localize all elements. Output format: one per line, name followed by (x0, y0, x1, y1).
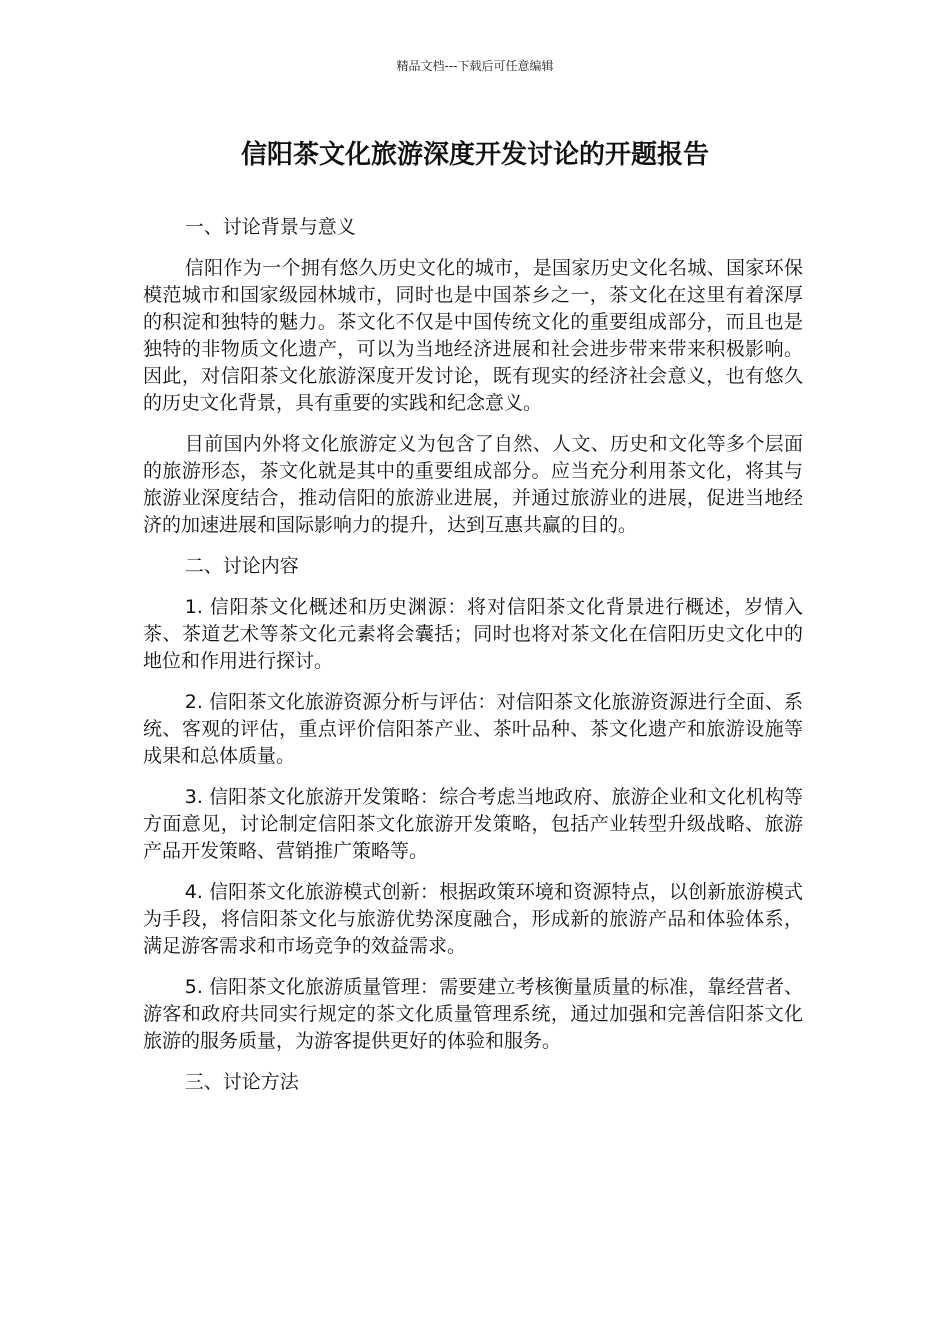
section-background (143, 214, 803, 539)
paragraph: 目前国内外将文化旅游定义为包含了自然、人文、历史和文化等多个层面的旅游形态，茶文化就是其中的重要组成部分。应当充分利用茶文化，将其与旅游业深度结合，推动信阳的旅游业进展，并通过旅游业的进展，促进当地经济的加速进展和国际影响力的提升，达到互惠共赢的目的。 (143, 433, 803, 536)
document-title: 信阳茶文化旅游深度开发讨论的开题报告 (240, 140, 709, 170)
section-heading: 二、讨论内容 (184, 555, 299, 577)
list-item: 5. 信阳茶文化旅游质量管理：需要建立考核衡量质量的标准，靠经营者、游客和政府共同实行规定的茶文化质量管理系统，通过加强和完善信阳茶文化旅游的服务质量，为游客提供更好的体验和服务。 (143, 976, 803, 1052)
page-header: 精品文档---下载后可任意编辑 (396, 59, 554, 73)
section-heading: 一、讨论背景与意义 (184, 216, 356, 238)
list-item: 4. 信阳茶文化旅游模式创新：根据政策环境和资源特点，以创新旅游模式为手段，将信阳茶文化与旅游优势深度融合，形成新的旅游产品和体验体系，满足游客需求和市场竞争的效益需求。 (143, 881, 803, 957)
paragraph: 信阳作为一个拥有悠久历史文化的城市，是国家历史文化名城、国家环保模范城市和国家级园林城市，同时也是中国茶乡之一，茶文化在这里有着深厚的积淀和独特的魅力。茶文化不仅是中国传统文化的重要组成部分，而且也是独特的非物质文化遗产，可以为当地经济进展和社会进步带来带来积极影响。因此，对信阳茶文化旅游深度开发讨论，既有现实的经济社会意义，也有悠久的历史文化背景，具有重要的实践和纪念意义。 (143, 257, 803, 414)
list-item: 3. 信阳茶文化旅游开发策略：综合考虑当地政府、旅游企业和文化机构等方面意见，讨论制定信阳茶文化旅游开发策略，包括产业转型升级战略、旅游产品开发策略、营销推广策略等。 (143, 786, 803, 862)
section-methods (143, 1069, 803, 1096)
list-item: 2. 信阳茶文化旅游资源分析与评估：对信阳茶文化旅游资源进行全面、系统、客观的评估，重点评价信阳茶产业、茶叶品种、茶文化遗产和旅游设施等成果和总体质量。 (143, 691, 803, 767)
list-item: 1. 信阳茶文化概述和历史渊源：将对信阳茶文化背景进行概述，岁情入茶、茶道艺术等茶文化元素将会囊括；同时也将对茶文化在信阳历史文化中的地位和作用进行探讨。 (143, 596, 803, 672)
document-body (143, 214, 803, 1110)
section-heading: 三、讨论方法 (184, 1071, 299, 1093)
section-content (143, 553, 803, 1055)
